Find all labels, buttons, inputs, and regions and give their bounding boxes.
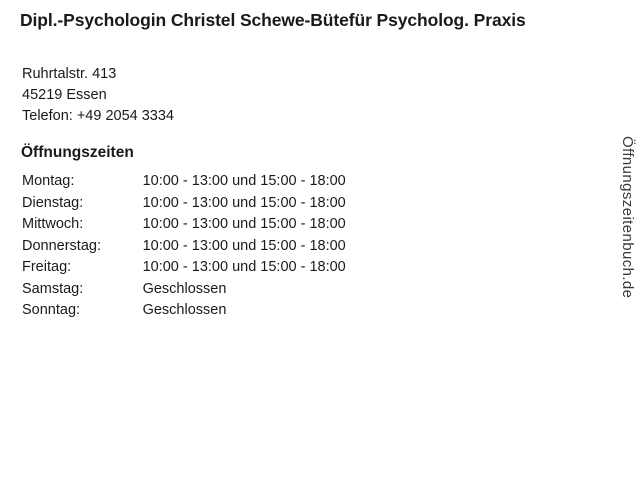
hours-value: Geschlossen xyxy=(142,302,227,318)
hours-value: 10:00 - 13:00 und 15:00 - 18:00 xyxy=(142,173,346,189)
table-row xyxy=(22,238,582,260)
address-block xyxy=(22,64,582,127)
table-row xyxy=(22,216,582,238)
day-label: Donnerstag: xyxy=(22,237,101,254)
page-title: Dipl.-Psychologin Christel Schewe-Bütefür Psycholog. Praxis xyxy=(20,10,526,30)
phone-number: Telefon: +49 2054 3334 xyxy=(22,108,174,124)
day-label: Montag: xyxy=(22,173,75,189)
hours-value: 10:00 - 13:00 und 15:00 - 18:00 xyxy=(142,259,346,275)
day-label: Sonntag: xyxy=(22,302,81,318)
table-row xyxy=(22,302,582,324)
day-label: Dienstag: xyxy=(22,194,84,211)
table-row xyxy=(22,195,582,217)
day-label: Samstag: xyxy=(22,280,84,297)
hours-value: 10:00 - 13:00 und 15:00 - 18:00 xyxy=(142,237,346,254)
table-row xyxy=(22,259,582,281)
hours-value: Geschlossen xyxy=(142,280,227,297)
address-city: 45219 Essen xyxy=(22,87,107,103)
table-row xyxy=(22,173,582,195)
hours-value: 10:00 - 13:00 und 15:00 - 18:00 xyxy=(142,194,346,211)
opening-hours-heading: Öffnungszeiten xyxy=(21,144,134,161)
table-row xyxy=(22,281,582,303)
address-street: Ruhrtalstr. 413 xyxy=(22,66,117,82)
day-label: Mittwoch: xyxy=(22,216,84,232)
watermark-label: Öffnungszeitenbuch.de xyxy=(619,136,636,299)
opening-hours-table xyxy=(22,173,582,324)
day-label: Freitag: xyxy=(22,259,72,275)
hours-value: 10:00 - 13:00 und 15:00 - 18:00 xyxy=(142,216,346,232)
